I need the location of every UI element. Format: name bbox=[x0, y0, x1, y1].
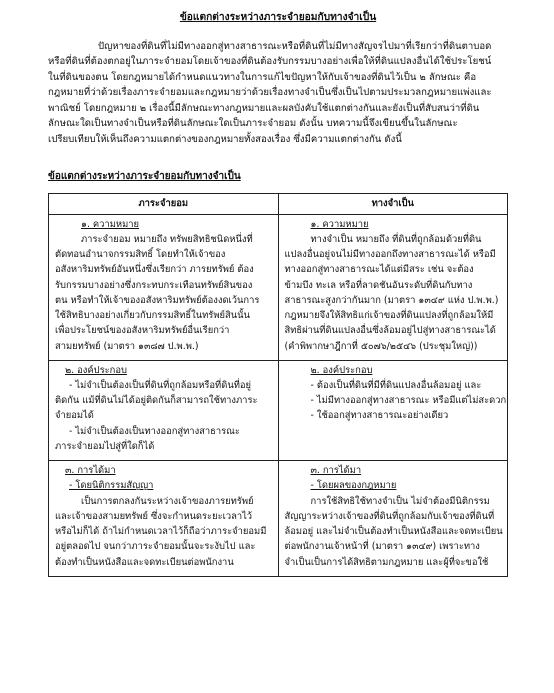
cell-line: ติดกัน แม้ที่ดินไม่ได้อยู่ติดกันก็สามารถใช้ทางภาระ bbox=[55, 395, 258, 407]
table-header-row bbox=[49, 194, 508, 214]
cell-line: ทางออกสู่ทางสาธารณะได้แต่มีสระ เช่น จะต้อง bbox=[284, 264, 474, 276]
header-servitude: ภาระจำยอม bbox=[49, 194, 279, 214]
cell-line: อสังหาริมทรัพย์อันหนึ่งซึ่งเรียกว่า ภารยทรัพย์ ต้อง bbox=[55, 264, 254, 276]
cell-servitude-acquisition bbox=[49, 461, 279, 577]
cell-line: และเจ้าของสามยทรัพย์ ซึ่งจะกำหนดระยะเวลาไว้ bbox=[55, 510, 253, 522]
cell-line: สามยทรัพย์ (มาตรา ๑๓๘๗ ป.พ.พ.) bbox=[55, 340, 199, 352]
header-necessary-way: ทางจำเป็น bbox=[278, 194, 508, 214]
section-subtitle: ข้อแตกต่างระหว่างภาระจำยอมกับทางจำเป็น bbox=[48, 171, 241, 183]
cell-line: จำยอมได้ bbox=[55, 410, 94, 422]
intro-line: ปัญหาของที่ดินที่ไม่มีทางออกสู่ทางสาธารณะหรือที่ดินที่ไม่มีทางสัญจรไปมาที่เรียกว่าที่ดินตาบอด bbox=[98, 40, 492, 52]
cell-line: สาธารณะสูงกว่ากันมาก (มาตรา ๑๓๔๙ แห่ง ป.พ.พ.) bbox=[284, 294, 499, 306]
cell-line: - ไม่มีทางออกสู่ทางสาธารณะ หรือมีแต่ไม่สะดวก bbox=[310, 395, 507, 407]
intro-line: กฎหมายที่ว่าด้วยเรื่องภาระจำยอมและกฎหมายว่าด้วยเรื่องทางจำเป็นซึ่งเป็นไปตามประมวลกฎหมายแพ่งและ bbox=[48, 87, 492, 99]
cell-line: แปลงอื่นอยู่จนไม่มีทางออกถึงทางสาธารณะได้ หรือมี bbox=[284, 249, 496, 261]
table-row bbox=[49, 360, 508, 460]
cell-servitude-meaning bbox=[49, 214, 279, 360]
cell-line: หรือไม่ก็ได้ ถ้าไม่กำหนดเวลาไว้ก็ถือว่าภาระจำยอมมี bbox=[55, 526, 267, 538]
cell-line: ภาระจำยอม หมายถึง ทรัพยสิทธิชนิดหนึ่งที่ bbox=[81, 233, 253, 245]
intro-line: หรือที่ดินที่ต้องตกอยู่ในภาระจำยอมโดยเจ้าของที่ดินต้องรับกรรมบางอย่างเพื่อให้ที่ดินแปลงอื่นได้ใช้ประโยชน์ bbox=[48, 56, 492, 68]
cell-necessary-way-meaning bbox=[278, 214, 508, 360]
cell-line: ต่อพนักงานเจ้าหน้าที่ (มาตรา ๑๓๔๙) เพราะทาง bbox=[284, 541, 480, 553]
cell-line: การใช้สิทธิใช้ทางจำเป็น ไม่จำต้องมีนิติกรรม bbox=[310, 495, 490, 507]
cell-line: รับกรรมบางอย่างซึ่งกระทบกระเทือนทรัพย์สินของ bbox=[55, 279, 253, 291]
cell-line: ทางจำเป็น หมายถึง ที่ดินที่ถูกล้อมด้วยที่ดิน bbox=[310, 233, 482, 245]
cell-line: ล้อมอยู่ และไม่จำเป็นต้องทำเป็นหนังสือและจดทะเบียน bbox=[284, 526, 503, 538]
cell-line: ข้ามบึง ทะเล หรือที่ลาดชันอันระดับที่ดินกับทาง bbox=[284, 279, 473, 291]
intro-line: ในที่ดินของตน โดยกฎหมายได้กำหนดแนวทางในการแก้ไขปัญหาให้กับเจ้าของที่ดินไว้เป็น ๒ ลักษณะ คือ bbox=[48, 71, 477, 83]
intro-paragraph bbox=[48, 39, 508, 148]
document-title: ข้อแตกต่างระหว่างภาระจำยอมกับทางจำเป็น bbox=[179, 12, 377, 23]
cell-line: อยู่ตลอดไป จนกว่าภาระจำยอมนั้นจะระงับไป และ bbox=[55, 541, 256, 553]
section-heading: ๓. การได้มา bbox=[65, 465, 116, 477]
cell-line: ตน หรือทำให้เจ้าของอสังหาริมทรัพย์ต้องงดเว้นการ bbox=[55, 294, 260, 306]
comparison-table bbox=[48, 193, 508, 576]
cell-line: เพื่อประโยชน์ของอสังหาริมทรัพย์อื่นเรียกว่า bbox=[55, 325, 230, 337]
cell-line: เป็นการตกลงกันระหว่างเจ้าของภารยทรัพย์ bbox=[81, 495, 254, 507]
cell-line: สิทธิผ่านที่ดินแปลงอื่นซึ่งล้อมอยู่ไปสู่ทางสาธารณะได้ bbox=[284, 325, 496, 337]
cell-line: - ไม่จำเป็นต้องเป็นที่ดินที่ถูกล้อมหรือที่ดินที่อยู่ bbox=[69, 380, 252, 391]
cell-line: กฎหมายจึงให้สิทธิแก่เจ้าของที่ดินแปลงที่ถูกล้อมให้มี bbox=[284, 310, 494, 322]
cell-line: - ต้องเป็นที่ดินที่มีที่ดินแปลงอื่นล้อมอยู่ และ bbox=[310, 380, 482, 391]
section-subheading: - โดยผลของกฎหมาย bbox=[310, 480, 397, 492]
intro-line: พาณิชย์ โดยกฎหมาย ๒ เรื่องนี้มีลักษณะทางกฎหมายและผลบังคับใช้แตกต่างกันและยังเป็นที่สับสนว่าที่ดิน bbox=[48, 102, 480, 114]
cell-line: จำเป็นเป็นการได้สิทธิตามกฎหมาย และผู้ที่จะขอใช้ bbox=[284, 556, 489, 568]
cell-line: ต้องทำเป็นหนังสือและจดทะเบียนต่อพนักงาน bbox=[55, 556, 234, 568]
section-heading: ๑. ความหมาย bbox=[310, 218, 369, 230]
cell-line: ตัดทอนอำนาจกรรมสิทธิ์ โดยทำให้เจ้าของ bbox=[55, 249, 226, 261]
cell-line: ใช้สิทธิบางอย่างเกี่ยวกับกรรมสิทธิ์ในทรัพย์สินนั้น bbox=[55, 310, 250, 322]
cell-necessary-way-acquisition bbox=[278, 461, 508, 577]
section-heading: ๒. องค์ประกอบ bbox=[310, 364, 373, 376]
section-subheading: - โดยนิติกรรมสัญญา bbox=[69, 480, 154, 492]
table-row bbox=[49, 214, 508, 360]
intro-line: เปรียบเทียบให้เห็นถึงความแตกต่างของกฎหมายทั้งสองเรื่อง ซึ่งมีความแตกต่างกัน ดังนี้ bbox=[48, 133, 402, 145]
cell-necessary-way-elements bbox=[278, 360, 508, 460]
table-row bbox=[49, 461, 508, 577]
cell-line: - ไม่จำเป็นต้องเป็นทางออกสู่ทางสาธารณะ bbox=[69, 425, 240, 437]
cell-servitude-elements bbox=[49, 360, 279, 460]
cell-line: (คำพิพากษาฎีกาที่ ๕๐๗๖/๒๕๔๖ (ประชุมใหญ่)) bbox=[284, 340, 478, 352]
section-heading: ๑. ความหมาย bbox=[81, 218, 140, 230]
cell-line: ภาระจำยอมไปสู่ที่ใดก็ได้ bbox=[55, 440, 155, 452]
cell-line: - ใช้ออกสู่ทางสาธารณะอย่างเดียว bbox=[310, 410, 449, 422]
intro-line: ลักษณะใดเป็นทางจำเป็นหรือที่ดินลักษณะใดเป็นภาระจำยอม ดังนั้น บทความนี้จึงเขียนขึ้นในลักษณะ bbox=[48, 118, 458, 130]
cell-line: สัญญาระหว่างเจ้าของที่ดินที่ถูกล้อมกับเจ้าของที่ดินที่ bbox=[284, 510, 495, 522]
section-heading: ๓. การได้มา bbox=[310, 465, 362, 477]
section-heading: ๒. องค์ประกอบ bbox=[65, 364, 127, 376]
